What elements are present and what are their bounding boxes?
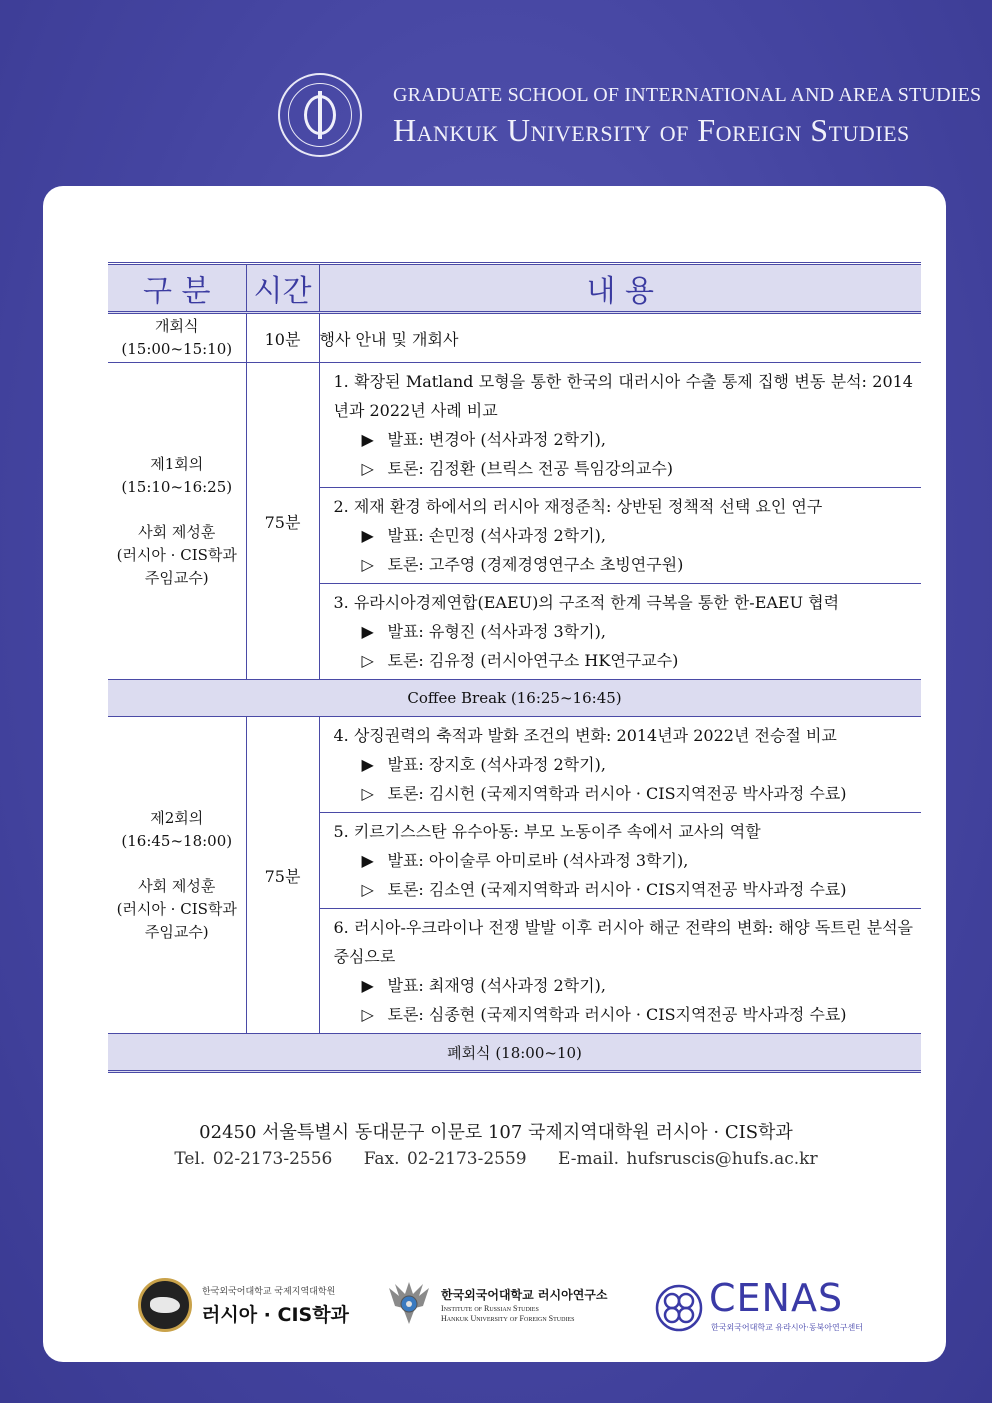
header-content: 내 용 <box>319 264 921 313</box>
session2-row <box>108 717 921 1034</box>
presenter: 발표: 손민정 (석사과정 2학기), <box>387 526 606 545</box>
dept-logo: 한국외국어대학교 국제지역대학원 러시아 · CIS학과 <box>138 1278 348 1334</box>
list-item <box>320 583 922 679</box>
opening-row <box>108 313 921 363</box>
presenter-marker-icon: ▶ <box>361 755 374 774</box>
list-item <box>320 812 922 908</box>
presenter: 발표: 장지호 (석사과정 2학기), <box>387 755 606 774</box>
discussant: 토론: 김시헌 (국제지역학과 러시아 · CIS지역전공 박사과정 수료) <box>387 784 847 803</box>
presenter: 발표: 변경아 (석사과정 2학기), <box>387 430 606 449</box>
knot-emblem-icon <box>655 1284 703 1332</box>
session1-row <box>108 363 921 680</box>
closing-row <box>108 1034 921 1072</box>
tel: Tel. 02-2173-2556 <box>174 1149 333 1169</box>
paper-title: 3. 유라시아경제연합(EAEU)의 구조적 한계 극복을 통한 한-EAEU 협력 <box>333 593 840 612</box>
session1-section: 제1회의 (15:10~16:25) 사회 제성훈 (러시아 · CIS학과 주임교수) <box>108 363 246 680</box>
fax: Fax. 02-2173-2559 <box>363 1149 527 1169</box>
university-name: Hankuk University of Foreign Studies <box>393 112 910 148</box>
session2-section: 제2회의 (16:45~18:00) 사회 제성훈 (러시아 · CIS학과 주임교수) <box>108 717 246 1034</box>
discussant-marker-icon: ▷ <box>361 784 374 803</box>
discussant: 토론: 김유정 (러시아연구소 HK연구교수) <box>387 651 679 670</box>
schedule-table <box>108 262 921 1073</box>
discussant: 토론: 심종현 (국제지역학과 러시아 · CIS지역전공 박사과정 수료) <box>387 1005 847 1024</box>
presenter-marker-icon: ▶ <box>361 976 374 995</box>
header-time: 시간 <box>246 264 319 313</box>
presenter-marker-icon: ▶ <box>361 430 374 449</box>
list-item <box>320 363 922 487</box>
opening-section: 개회식 (15:00~15:10) <box>108 313 246 363</box>
institute-logo: 한국외국어대학교 러시아연구소 Institute of Russian Studies Hankuk University of Foreign Studies <box>385 1276 615 1336</box>
list-item <box>320 717 922 812</box>
discussant-marker-icon: ▷ <box>361 555 374 574</box>
paper-title: 6. 러시아-우크라이나 전쟁 발발 이후 러시아 해군 전략의 변화: 해양 독트린 분석을 중심으로 <box>333 918 913 966</box>
opening-content: 행사 안내 및 개회사 <box>319 313 921 363</box>
globe-emblem-icon <box>138 1278 192 1332</box>
session1-duration: 75분 <box>246 363 319 680</box>
presenter-marker-icon: ▶ <box>361 622 374 641</box>
coffee-break: Coffee Break (16:25~16:45) <box>108 680 921 717</box>
header-section: 구 분 <box>108 264 246 313</box>
session2-duration: 75분 <box>246 717 319 1034</box>
presenter: 발표: 최재영 (석사과정 2학기), <box>387 976 606 995</box>
presenter: 발표: 유형진 (석사과정 3학기), <box>387 622 606 641</box>
eagle-crest-icon <box>385 1278 433 1330</box>
closing: 폐회식 (18:00~10) <box>108 1034 921 1072</box>
discussant-marker-icon: ▷ <box>361 1005 374 1024</box>
paper-title: 5. 키르기스스탄 유수아동: 부모 노동이주 속에서 교사의 역할 <box>333 822 761 841</box>
discussant-marker-icon: ▷ <box>361 459 374 478</box>
discussant-marker-icon: ▷ <box>361 651 374 670</box>
paper-title: 4. 상징권력의 축적과 발화 조건의 변화: 2014년과 2022년 전승절 비교 <box>333 726 837 745</box>
discussant: 토론: 김소연 (국제지역학과 러시아 · CIS지역전공 박사과정 수료) <box>387 880 847 899</box>
university-seal-icon <box>278 73 362 157</box>
coffee-break-row <box>108 680 921 717</box>
presenter-marker-icon: ▶ <box>361 526 374 545</box>
contact-info <box>0 1149 992 1169</box>
discussant: 토론: 김정환 (브릭스 전공 특임강의교수) <box>387 459 674 478</box>
list-item <box>320 908 922 1033</box>
discussant-marker-icon: ▷ <box>361 880 374 899</box>
paper-title: 1. 확장된 Matland 모형을 통한 한국의 대러시아 수출 통제 집행 변동 분석: 2014년과 2022년 사례 비교 <box>333 372 913 420</box>
paper-title: 2. 제재 환경 하에서의 러시아 재정준칙: 상반된 정책적 선택 요인 연구 <box>333 497 823 516</box>
page-header <box>0 0 992 185</box>
logo-bar <box>0 1270 992 1340</box>
list-item <box>320 487 922 583</box>
presenter-marker-icon: ▶ <box>361 851 374 870</box>
opening-duration: 10분 <box>246 313 319 363</box>
email[interactable]: E-mail. hufsruscis@hufs.ac.kr <box>558 1149 818 1169</box>
discussant: 토론: 고주영 (경제경영연구소 초빙연구원) <box>387 555 684 574</box>
presenter: 발표: 아이술루 아미로바 (석사과정 3학기), <box>387 851 689 870</box>
table-header-row <box>108 264 921 313</box>
school-name: GRADUATE SCHOOL OF INTERNATIONAL AND AREA STUDIES <box>393 84 982 106</box>
cenas-logo: CENAS 한국외국어대학교 유라시아·동북아연구센터 <box>655 1276 875 1336</box>
address: 02450 서울특별시 동대문구 이문로 107 국제지역대학원 러시아 · CIS학과 <box>199 1122 793 1143</box>
session2-content <box>319 717 921 1034</box>
session1-content <box>319 363 921 680</box>
